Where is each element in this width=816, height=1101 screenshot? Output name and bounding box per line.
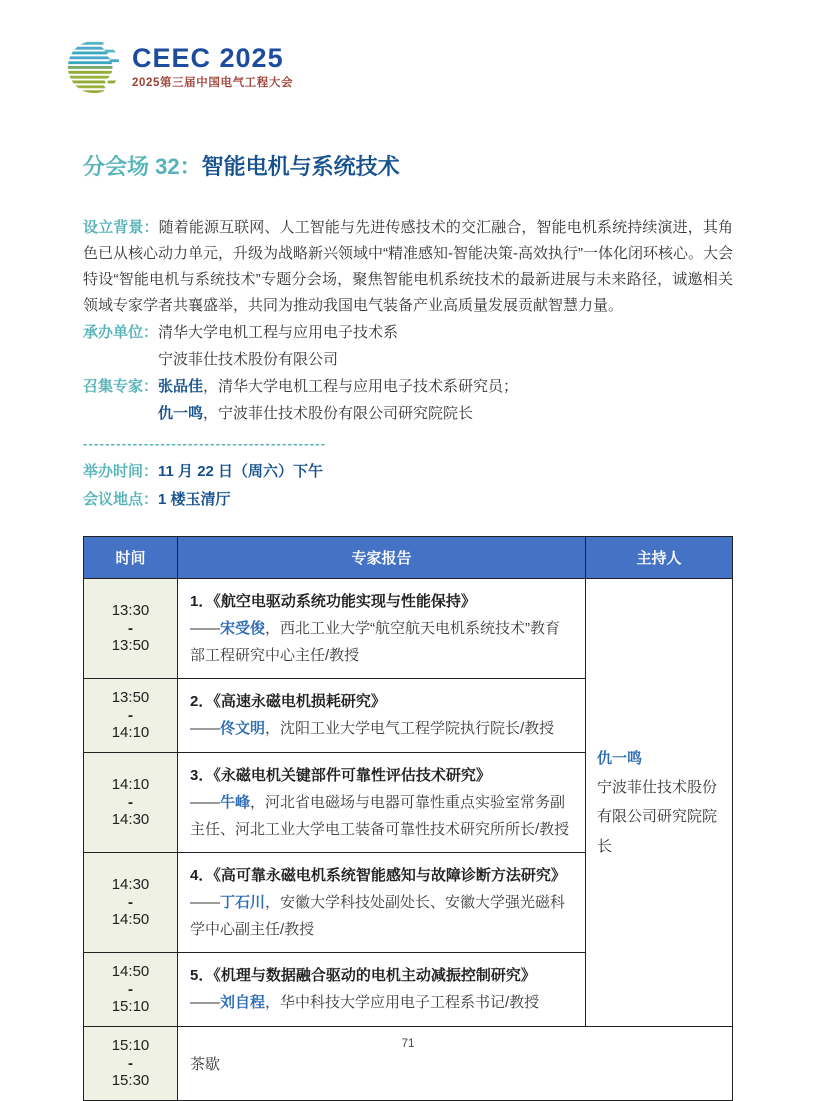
header-time: 时间 — [84, 536, 178, 578]
time-end: 15:10 — [111, 998, 150, 1016]
background-text: 随着能源互联网、人工智能与先进传感技术的交汇融合，智能电机系统持续演进，其角色已从核心动力单元，升级为战略新兴领域中“精准感知-智能决策-高效执行”一体化闭环核心。大会特设“智能电机与系统技术”专题分会场，聚焦智能电机系统技术的最新进展与未来路径，诚邀相关领域专家学者共襄盛举，共同为推动我国电气装备产业高质量发展贡献智慧力量。 — [83, 218, 733, 314]
convener-1 — [158, 373, 733, 400]
page-number: 71 — [401, 1038, 415, 1050]
convener-values — [158, 373, 733, 427]
event-venue-row — [83, 486, 733, 515]
time-start: 13:30 — [111, 601, 150, 619]
report-cell — [178, 752, 586, 852]
report-speaker-line — [190, 889, 573, 943]
time-cell — [84, 952, 178, 1026]
session-number: 分会场 32： — [83, 154, 202, 179]
moderator-name: 仇一鸣 — [597, 749, 643, 767]
organizer-values — [158, 319, 733, 373]
report-speaker-line — [190, 715, 573, 742]
organizer-1: 清华大学电机工程与应用电子技术系 — [158, 323, 399, 341]
organizer-2: 宁波菲仕技术股份有限公司 — [158, 350, 339, 368]
tea-break-cell: 茶歇 — [178, 1026, 733, 1100]
report-cell — [178, 578, 586, 678]
time-cell — [84, 578, 178, 678]
time-start: 14:50 — [111, 962, 150, 980]
time-separator: - — [128, 893, 133, 911]
report-speaker-line — [190, 789, 573, 843]
time-separator: - — [128, 980, 133, 998]
logo-subtitle: 2025第三届中国电气工程大会 — [132, 77, 294, 90]
time-separator: - — [128, 1054, 133, 1072]
moderator-affiliation: 宁波菲仕技术股份有限公司研究院院长 — [597, 779, 718, 855]
convener-1-name: 张品佳 — [158, 377, 204, 395]
em-dash: —— — [190, 720, 220, 738]
page-title — [83, 153, 733, 182]
convener-2 — [158, 400, 733, 427]
report-cell — [178, 852, 586, 952]
em-dash: —— — [190, 619, 220, 637]
header-report: 专家报告 — [178, 536, 586, 578]
table-header-row — [84, 536, 733, 578]
organizer-row — [83, 319, 733, 373]
time-start: 14:10 — [111, 775, 150, 793]
report-title: 1．《航空电驱动系统功能实现与性能保持》 — [190, 592, 476, 610]
time-separator: - — [128, 706, 133, 724]
session-name: 智能电机与系统技术 — [201, 154, 400, 179]
report-title: 3．《永磁电机关键部件可靠性评估技术研究》 — [190, 766, 491, 784]
organizer-label: 承办单位： — [83, 323, 159, 341]
time-start: 13:50 — [111, 688, 150, 706]
time-end: 14:30 — [111, 811, 150, 829]
report-title: 5．《机理与数据融合驱动的电机主动减振控制研究》 — [190, 967, 536, 985]
report-speaker-line — [190, 615, 573, 669]
background-paragraph — [83, 215, 733, 319]
speaker-affiliation: ，西北工业大学“航空航天电机系统技术”教育部工程研究中心主任/教授 — [190, 619, 561, 664]
time-end: 14:50 — [111, 911, 150, 929]
speaker-name: 宋受俊 — [220, 619, 266, 637]
time-end: 15:30 — [111, 1072, 150, 1090]
speaker-name: 丁石川 — [220, 893, 266, 911]
logo-title: CEEC 2025 — [132, 42, 284, 73]
time-end: 13:50 — [111, 637, 150, 655]
report-cell — [178, 678, 586, 752]
time-separator: - — [128, 619, 133, 637]
ceec-globe-icon — [65, 38, 123, 96]
speaker-name: 牛峰 — [220, 793, 251, 811]
speaker-affiliation: ，安徽大学科技处副处长、安徽大学强光磁科学中心副主任/教授 — [190, 893, 566, 938]
em-dash: —— — [190, 793, 220, 811]
speaker-name: 佟文明 — [220, 720, 266, 738]
report-title: 2．《高速永磁电机损耗研究》 — [190, 693, 386, 711]
convener-1-desc: ，清华大学电机工程与应用电子技术系研究员； — [203, 377, 519, 395]
speaker-affiliation: ，河北省电磁场与电器可靠性重点实验室常务副主任、河北工业大学电工装备可靠性技术研究所所长/教授 — [190, 793, 570, 838]
time-separator: - — [128, 793, 133, 811]
convener-label: 召集专家： — [83, 377, 159, 395]
event-time-value: 11 月 22 日（周六）下午 — [158, 462, 324, 480]
convener-2-desc: ，宁波菲仕技术股份有限公司研究院院长 — [203, 404, 474, 422]
report-title: 4．《高可靠永磁电机系统智能感知与故障诊断方法研究》 — [190, 866, 566, 884]
time-cell — [84, 852, 178, 952]
speaker-affiliation: ，沈阳工业大学电气工程学院执行院长/教授 — [265, 720, 555, 738]
report-speaker-line — [190, 989, 573, 1016]
time-start: 14:30 — [111, 875, 150, 893]
ceec-logo — [65, 38, 733, 96]
em-dash: —— — [190, 994, 220, 1012]
event-venue-value: 1 楼玉清厅 — [158, 491, 231, 509]
speaker-affiliation: ，华中科技大学应用电子工程系书记/教授 — [265, 994, 540, 1012]
schedule-table — [83, 536, 733, 1101]
time-end: 14:10 — [111, 724, 150, 742]
dashed-separator: -------------------------------------------- — [83, 435, 327, 451]
moderator-cell — [586, 578, 733, 1026]
convener-row — [83, 373, 733, 427]
time-start: 15:10 — [111, 1036, 150, 1054]
time-cell — [84, 678, 178, 752]
logo-text — [132, 44, 293, 90]
event-venue-label: 会议地点： — [83, 491, 159, 509]
convener-2-name: 仇一鸣 — [158, 404, 204, 422]
event-time-row — [83, 458, 733, 487]
em-dash: —— — [190, 893, 220, 911]
time-cell — [84, 752, 178, 852]
background-label: 设立背景： — [83, 218, 159, 236]
report-cell — [178, 952, 586, 1026]
table-row — [84, 578, 733, 678]
header-moderator: 主持人 — [586, 536, 733, 578]
event-time-label: 举办时间： — [83, 462, 159, 480]
speaker-name: 刘自程 — [220, 994, 266, 1012]
